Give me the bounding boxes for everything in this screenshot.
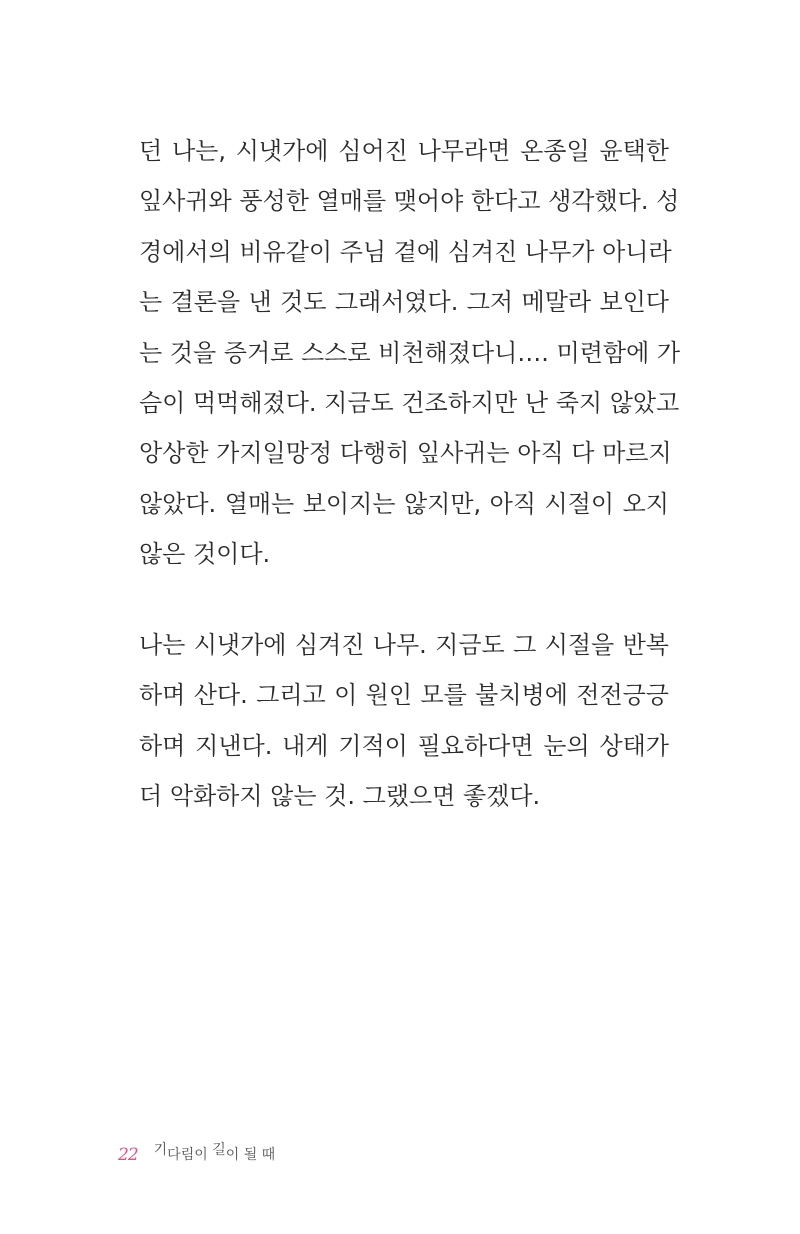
text-line: 하며 지낸다. 내게 기적이 필요하다면 눈의 상태가	[139, 731, 669, 760]
body-paragraph-1	[139, 126, 681, 580]
text-line: 더 악화하지 않는 것. 그랬으면 좋겠다.	[139, 782, 541, 811]
book-title-part: 길	[212, 1142, 226, 1158]
book-title	[154, 1144, 276, 1166]
text-line: 는 결론을 낸 것도 그래서였다. 그저 메말라 보인다	[139, 288, 669, 317]
book-title-part: 다림이	[167, 1147, 213, 1163]
book-title-part: 기	[153, 1142, 168, 1158]
text-line: 앙상한 가지일망정 다행히 잎사귀는 아직 다 마르지	[139, 439, 672, 468]
book-title-part: 이 될 때	[225, 1147, 276, 1163]
text-line: 던 나는, 시냇가에 심어진 나무라면 온종일 윤택한	[139, 137, 669, 165]
text-line: 않았다. 열매는 보이지는 않지만, 아직 시절이 오지	[139, 489, 669, 518]
text-line: 슴이 먹먹해졌다. 지금도 건조하지만 난 죽지 않았고	[139, 389, 680, 418]
text-line: 경에서의 비유같이 주님 곁에 심겨진 나무가 아니라	[139, 237, 672, 266]
body-paragraph-2	[139, 620, 669, 822]
text-line: 나는 시냇가에 심겨진 나무. 지금도 그 시절을 반복	[139, 631, 669, 659]
page-footer	[118, 1136, 275, 1166]
text-line: 는 것을 증거로 스스로 비천해졌다니…. 미련함에 가	[139, 338, 681, 367]
text-line: 않은 것이다.	[139, 540, 271, 569]
page-number: 22	[118, 1145, 138, 1165]
text-line: 잎사귀와 풍성한 열매를 맺어야 한다고 생각했다. 성	[139, 187, 680, 216]
text-line: 하며 산다. 그리고 이 원인 모를 불치병에 전전긍긍	[139, 681, 669, 710]
